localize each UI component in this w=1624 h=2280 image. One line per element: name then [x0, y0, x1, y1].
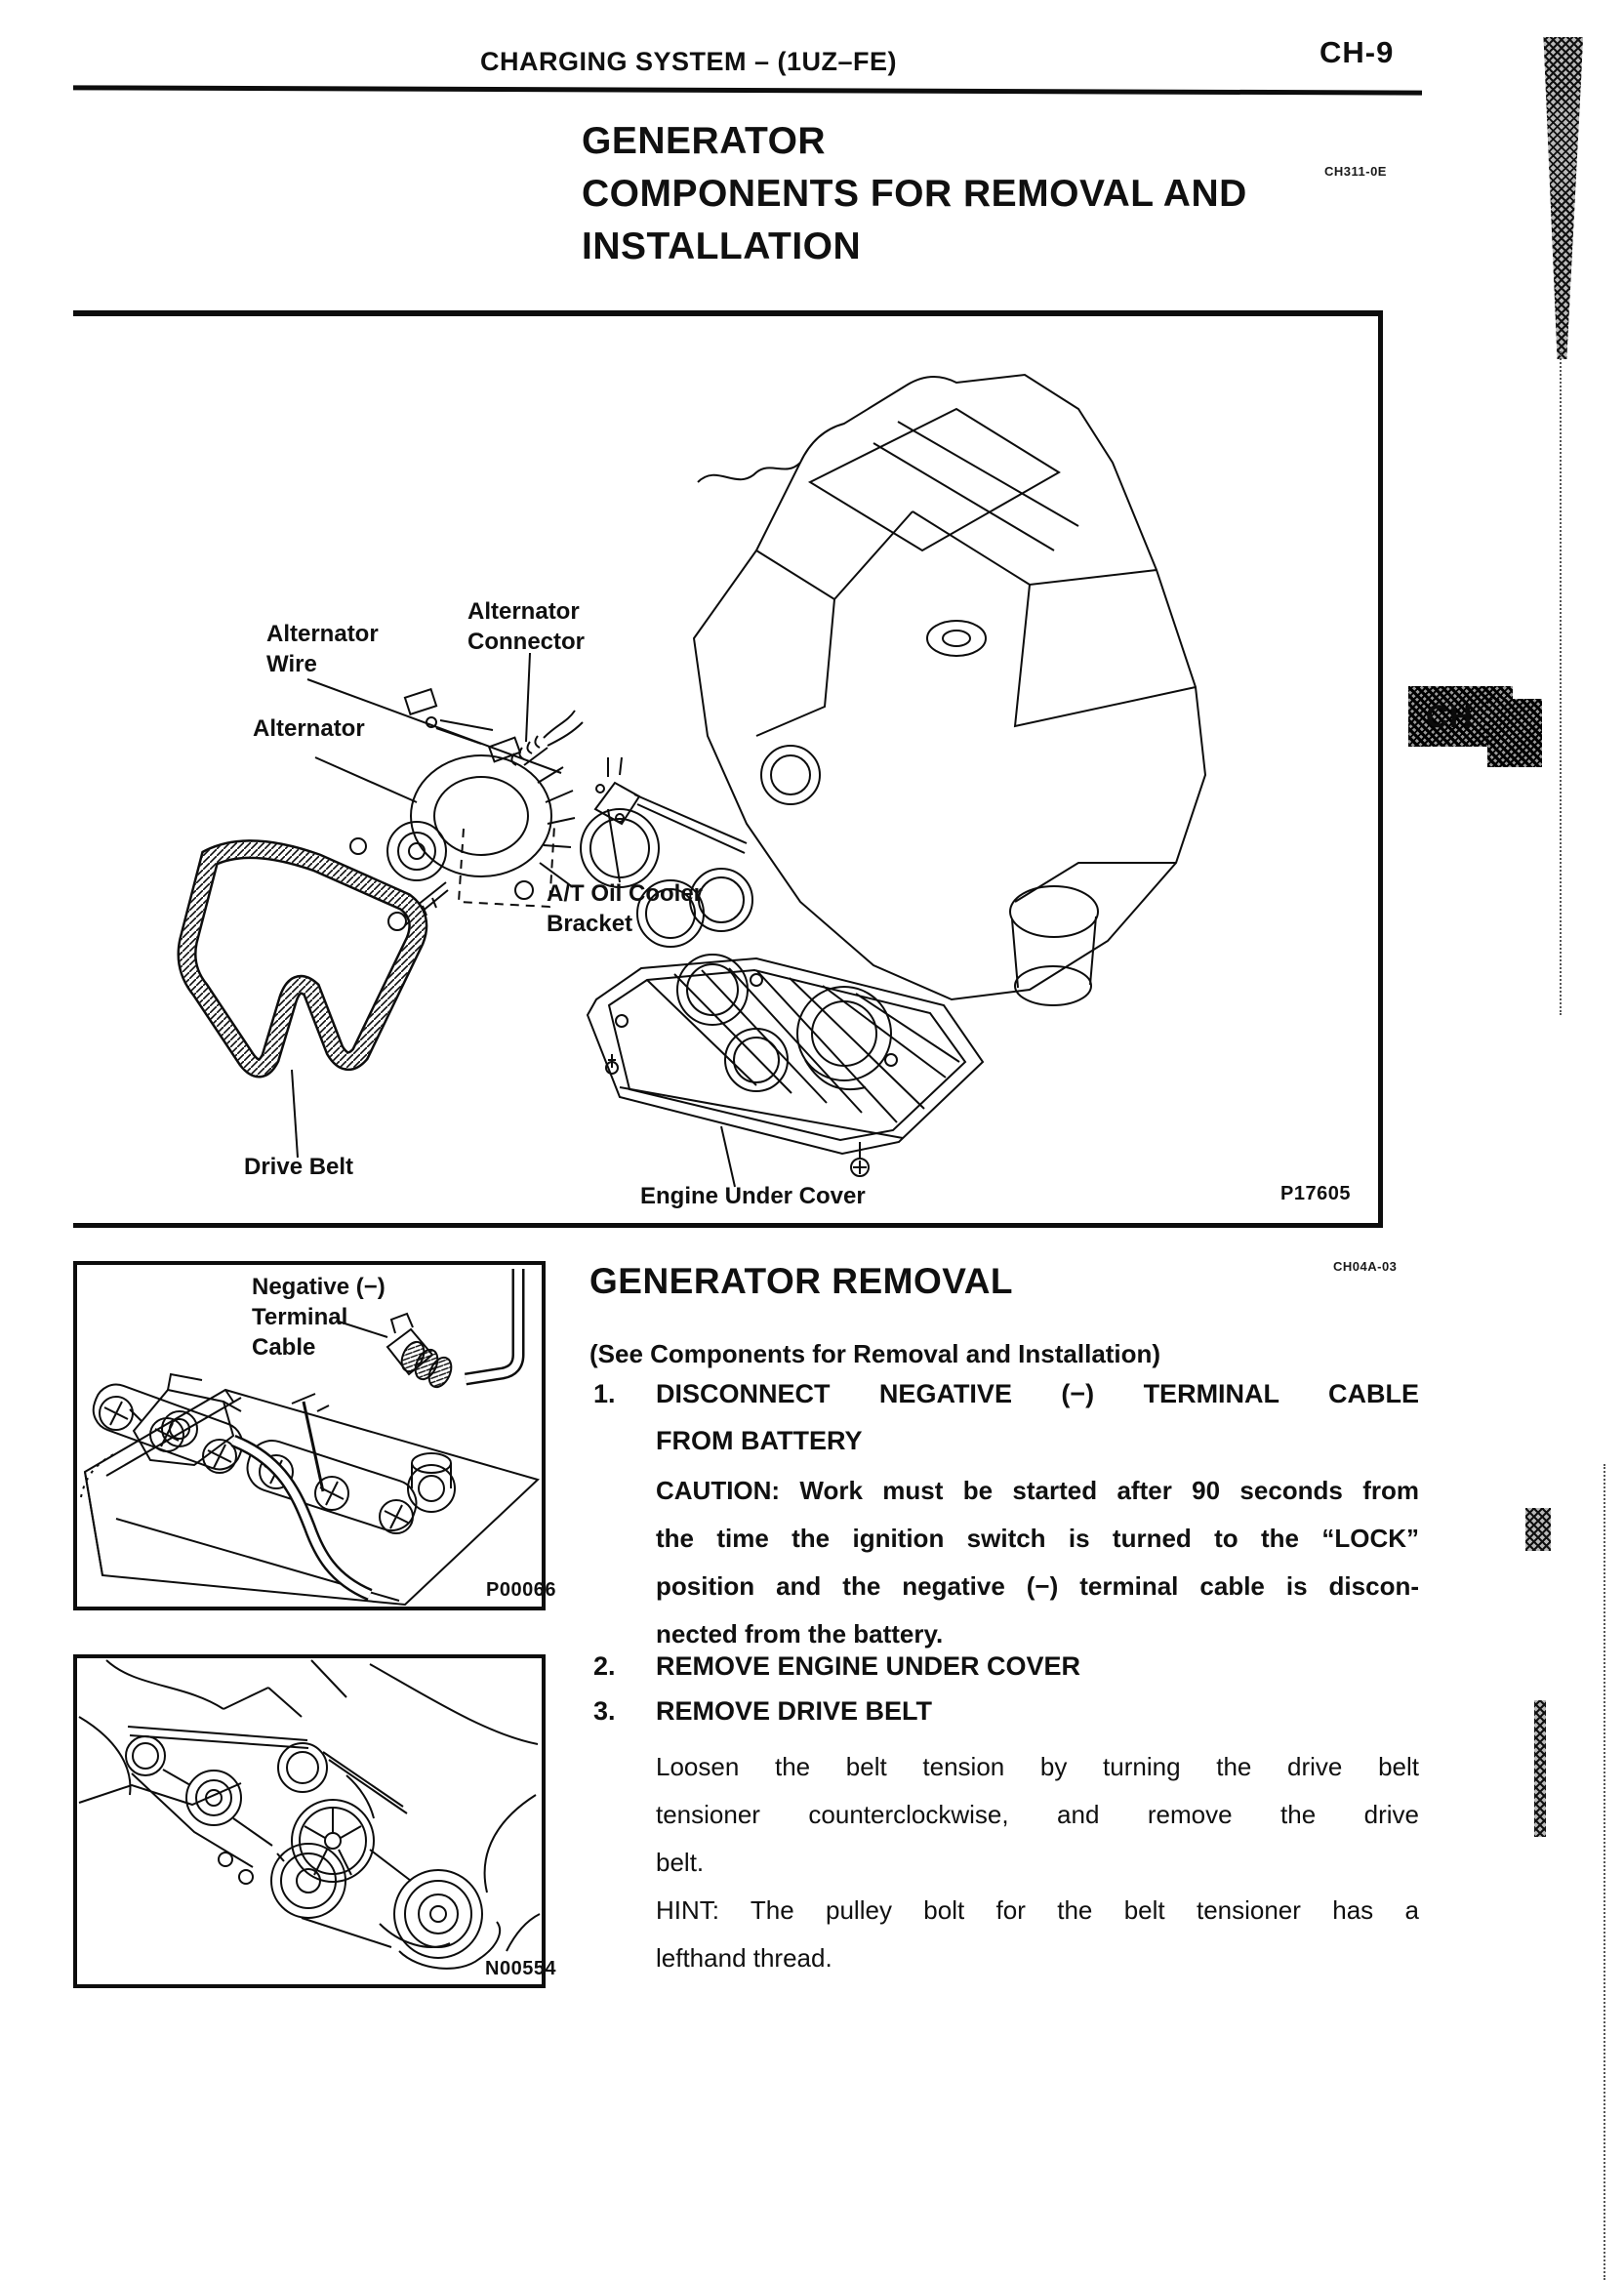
section-title-line1: GENERATOR [582, 120, 827, 162]
page-header-title: CHARGING SYSTEM – (1UZ–FE) [480, 47, 898, 76]
chapter-tab-label: CH [1426, 698, 1474, 734]
section-title-line2: COMPONENTS FOR REMOVAL AND [582, 173, 1247, 215]
label-alternator-connector-line2: Connector [467, 629, 585, 655]
figure-battery-code: P00066 [486, 1579, 556, 1601]
step1-title-line1: DISCONNECT NEGATIVE (−) TERMINAL CABLE [656, 1379, 1419, 1408]
engine-components-illustration [73, 316, 1373, 1224]
step3-title: REMOVE DRIVE BELT [656, 1696, 933, 1726]
removal-code: CH04A-03 [1333, 1259, 1398, 1274]
step3-body-line1: Loosen the belt tension by turning the drive belt [656, 1752, 1419, 1781]
caution-line2: the time the ignition switch is turned to the “LOCK” [656, 1524, 1419, 1553]
step3-body-line2: tensioner counterclockwise, and remove the drive [656, 1800, 1419, 1829]
figure-drive-belt [73, 1654, 546, 1988]
scan-artifact-line-lower [1604, 1464, 1605, 2280]
label-engine-under-cover: Engine Under Cover [640, 1183, 866, 1209]
step3-body-line3: belt. [656, 1848, 705, 1877]
label-alternator: Alternator [253, 715, 365, 742]
label-bracket-line2: Bracket [547, 911, 633, 937]
label-negative-line3: Cable [252, 1334, 316, 1361]
figure-components-diagram [73, 310, 1383, 1228]
section-title-line3: INSTALLATION [582, 225, 862, 267]
label-negative-line2: Terminal [252, 1304, 348, 1330]
chapter-tab-bleed [1487, 699, 1542, 767]
label-alternator-connector-line1: Alternator [467, 598, 580, 625]
hint-line2: lefthand thread. [656, 1943, 832, 1973]
label-drive-belt: Drive Belt [244, 1154, 354, 1180]
figure-belt-code: N00554 [485, 1958, 557, 1979]
section-code: CH311-0E [1324, 164, 1387, 179]
header-rule [73, 85, 1422, 95]
caution-line3: position and the negative (−) terminal cable is discon- [656, 1571, 1419, 1601]
label-alternator-connector [467, 596, 585, 657]
step1-title-line2: FROM BATTERY [656, 1426, 863, 1455]
page-number: CH-9 [1320, 35, 1395, 69]
section-title [582, 115, 1323, 273]
label-alternator-wire-line2: Wire [266, 651, 317, 677]
label-alternator-wire [266, 619, 379, 679]
scan-artifact-zigzag [1534, 1700, 1546, 1837]
removal-see-note: (See Components for Removal and Installation) [589, 1339, 1161, 1368]
label-at-oil-cooler-bracket [547, 878, 703, 939]
step1-number: 1. [593, 1379, 616, 1408]
figure-main-code: P17605 [1280, 1183, 1351, 1204]
scan-artifact-top-right [1540, 37, 1583, 359]
step2-title: REMOVE ENGINE UNDER COVER [656, 1651, 1081, 1681]
drive-belt-illustration [77, 1658, 542, 1984]
caution-line4: nected from the battery. [656, 1619, 944, 1649]
label-alternator-wire-line1: Alternator [266, 621, 379, 647]
step2-number: 2. [593, 1651, 616, 1681]
label-negative-terminal-cable [252, 1272, 386, 1363]
label-bracket-line1: A/T Oil Cooler [547, 880, 704, 907]
scan-artifact-blob [1525, 1508, 1551, 1551]
label-negative-line1: Negative (−) [252, 1274, 386, 1300]
removal-title: GENERATOR REMOVAL [589, 1261, 1014, 1301]
step3-number: 3. [593, 1696, 616, 1726]
scan-artifact-line-upper [1560, 351, 1562, 1015]
caution-line1: CAUTION: Work must be started after 90 seconds from [656, 1476, 1419, 1505]
hint-line1: HINT: The pulley bolt for the belt tensioner has a [656, 1895, 1419, 1925]
